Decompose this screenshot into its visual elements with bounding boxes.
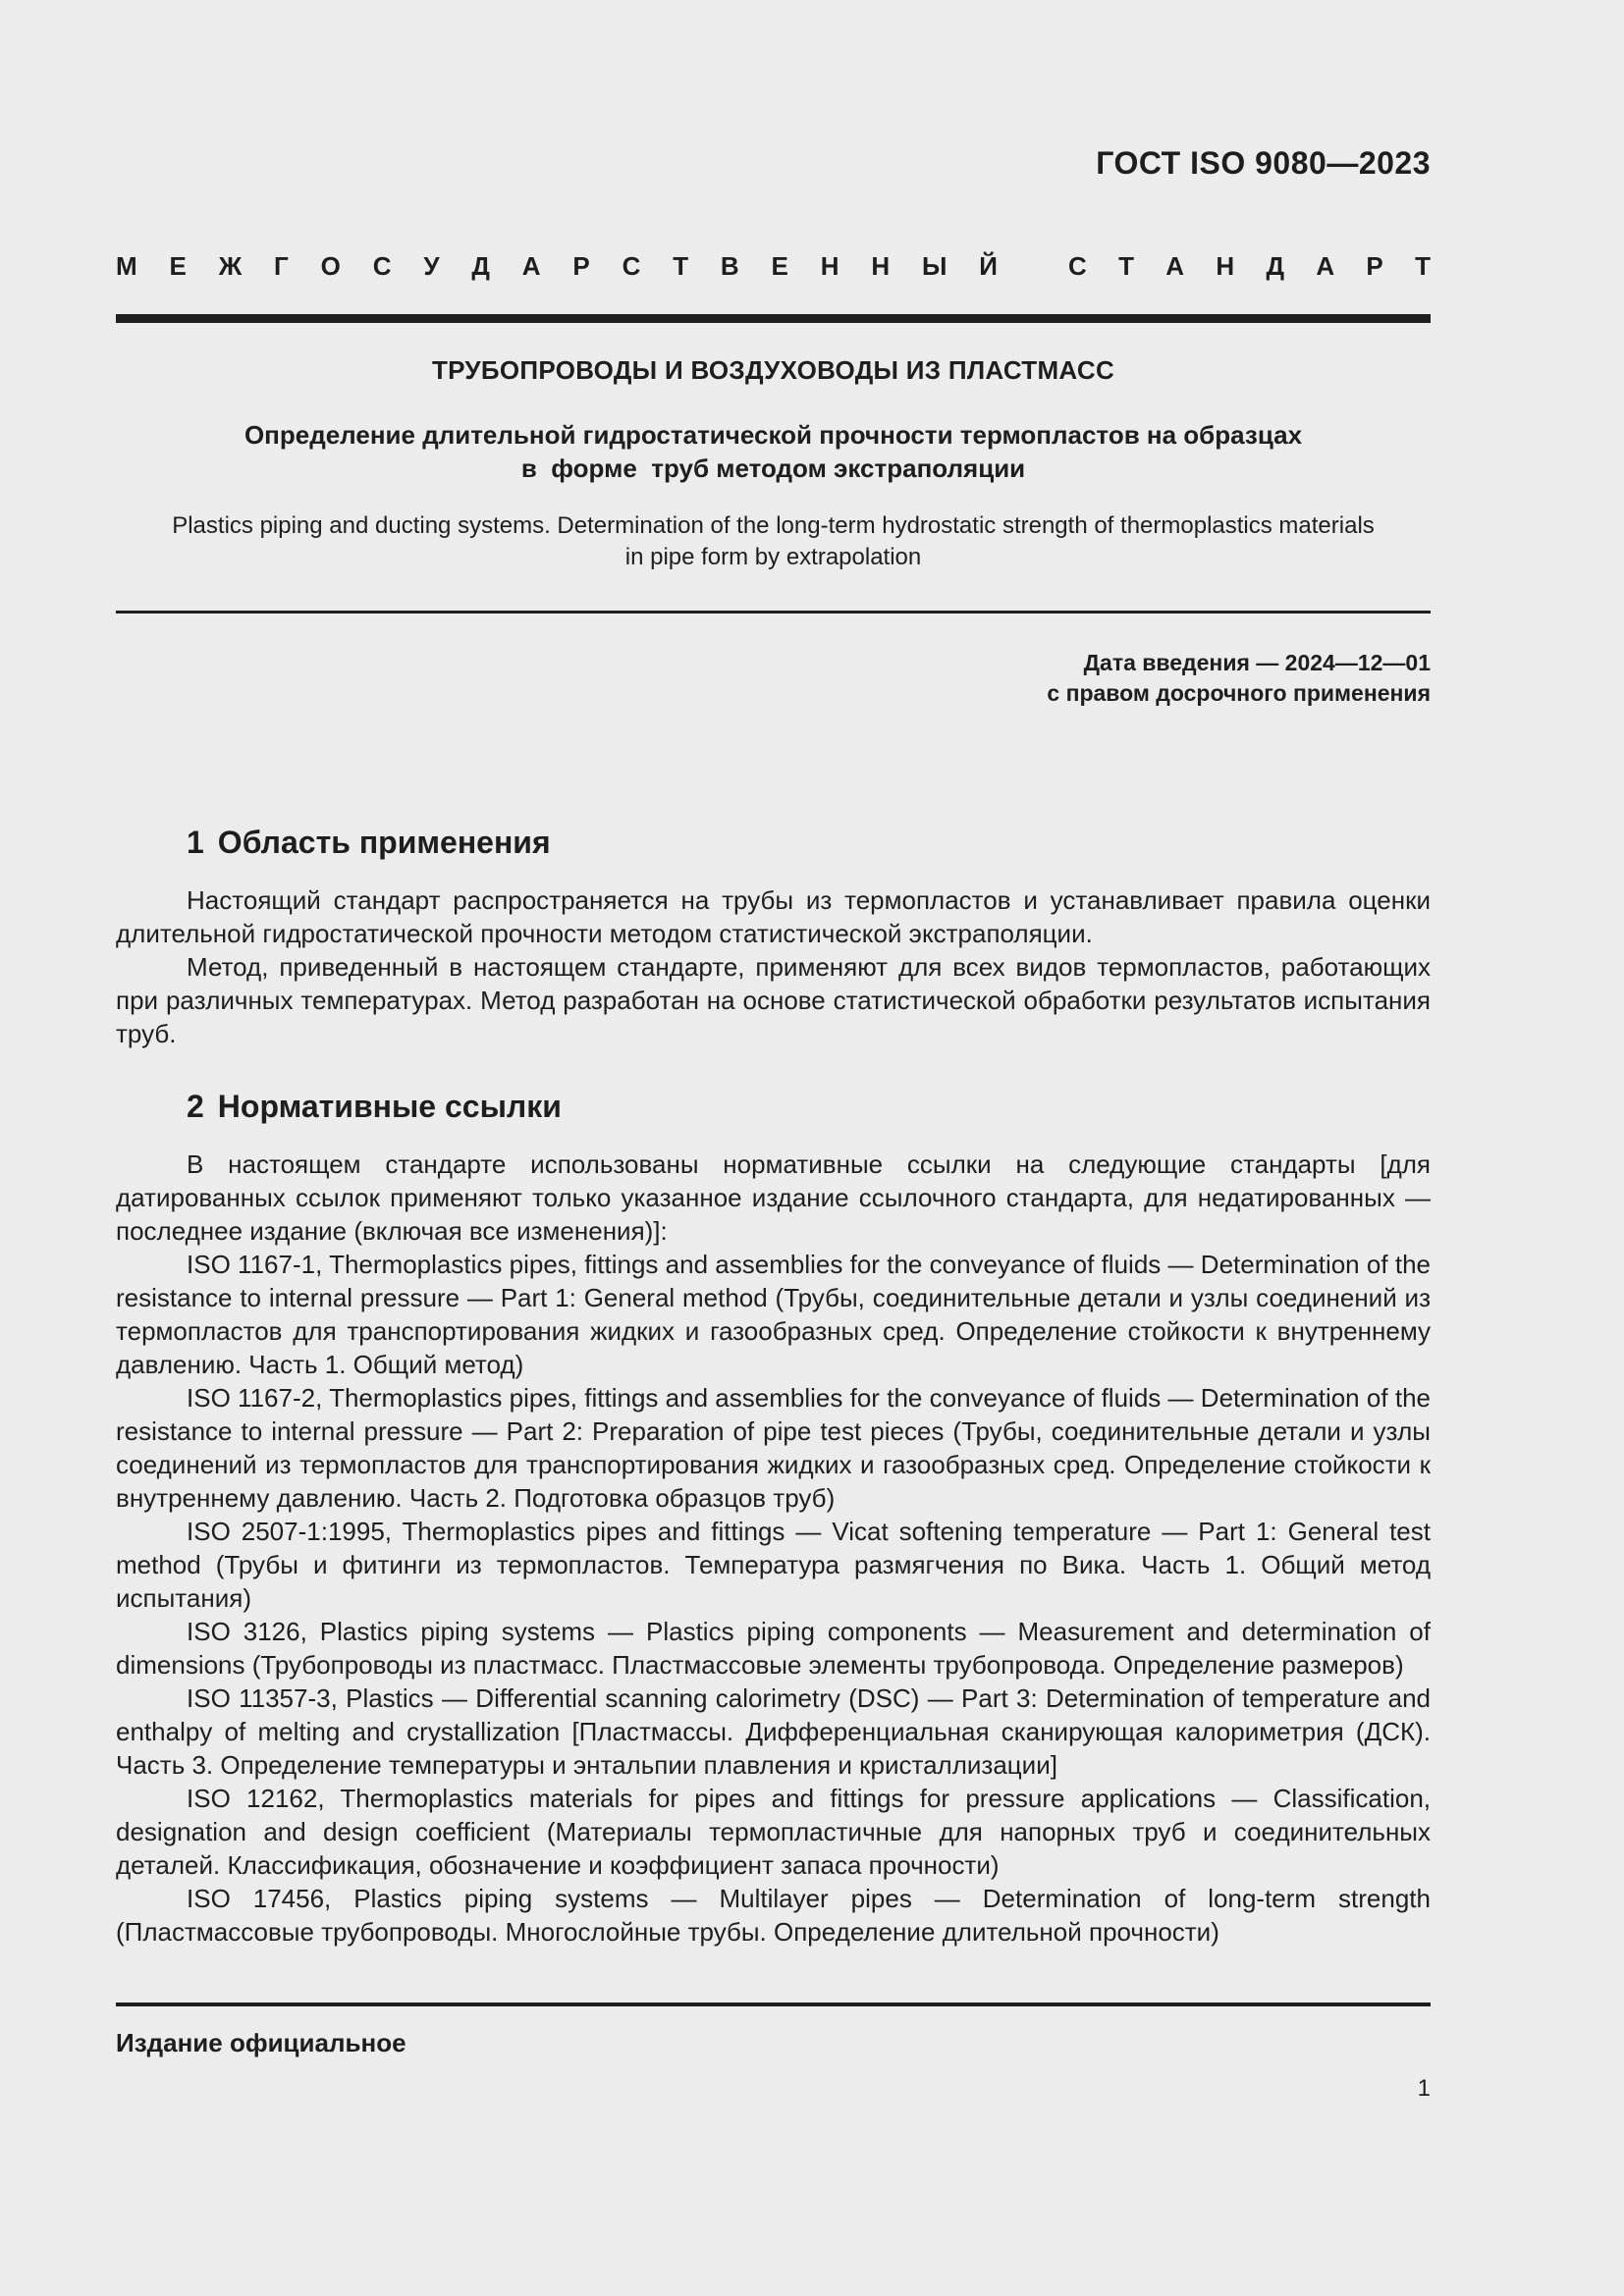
- header-divider-thick: [116, 314, 1431, 323]
- kind-word-standard: [1068, 251, 1431, 282]
- page-number: 1: [1417, 2075, 1431, 2102]
- kind-letter: У: [423, 251, 440, 281]
- paragraph: В настоящем стандарте использованы нормативные ссылки на следующие стандарты [для датированных ссылок применяют только указанное издание ссылочного стандарта, для недатированных — последнее издание (включая все изменения)]:: [116, 1149, 1431, 1246]
- paragraph: Метод, приведенный в настоящем стандарте, применяют для всех видов термопластов, работающих при различных температурах. Метод разработан на основе статистической обработки результатов испытания труб.: [116, 952, 1431, 1048]
- kind-letter: Р: [1366, 251, 1383, 281]
- english-title: [116, 510, 1431, 573]
- document-number: ГОСТ ISO 9080—2023: [1096, 145, 1431, 181]
- reference-item: ISO 1167-2, Thermoplastics pipes, fittings and assemblies for the conveyance of fluids — Determination of the resistance to internal pressure — Part 2: Preparation of pipe test pieces (Трубы, соединительные детали и узлы соединений из термопластов для транспортирования жидких и газообразных сред. Определение стойкости к внутреннему давлению. Часть 2. Подготовка образцов труб): [116, 1383, 1431, 1513]
- kind-letter: Н: [871, 251, 891, 281]
- section-title: Нормативные ссылки: [217, 1089, 562, 1124]
- section-heading: [187, 1087, 1431, 1126]
- introduction-date-block: [1047, 648, 1431, 709]
- kind-word-interstate: [116, 251, 998, 282]
- standard-kind-heading: [116, 251, 1431, 282]
- kind-letter: Н: [1216, 251, 1235, 281]
- section-title: Область применения: [217, 825, 551, 860]
- kind-letter: М: [116, 251, 137, 281]
- section-scope: [116, 823, 1431, 1050]
- kind-letter: А: [1165, 251, 1185, 281]
- footer-divider: [116, 2002, 1431, 2006]
- kind-letter: С: [622, 251, 641, 281]
- english-title-line: Plastics piping and ducting systems. Determination of the long-term hydrostatic strength of thermoplastics materials: [172, 512, 1375, 539]
- document-subtitle: [116, 418, 1431, 485]
- kind-letter: Г: [274, 251, 289, 281]
- kind-letter: О: [320, 251, 341, 281]
- title-divider: [116, 611, 1431, 614]
- kind-letter: Д: [1266, 251, 1285, 281]
- document-title: ТРУБОПРОВОДЫ И ВОЗДУХОВОДЫ ИЗ ПЛАСТМАСС: [431, 355, 1115, 385]
- section-number: 2: [187, 1089, 204, 1124]
- official-edition-label: Издание официальное: [116, 2028, 406, 2057]
- reference-item: ISO 3126, Plastics piping systems — Plastics piping components — Measurement and determination of dimensions (Трубопроводы из пластмасс. Пластмассовые элементы трубопровода. Определение размеров): [116, 1617, 1431, 1680]
- kind-letter: А: [521, 251, 541, 281]
- reference-item: ISO 1167-1, Thermoplastics pipes, fittings and assemblies for the conveyance of fluids — Determination of the resistance to internal pressure — Part 1: General method (Трубы, соединительные детали и узлы соединений из термопластов для транспортирования жидких и газообразных сред. Определение стойкости к внутреннему давлению. Часть 1. Общий метод): [116, 1250, 1431, 1379]
- kind-letter: Р: [572, 251, 590, 281]
- reference-item: ISO 11357-3, Plastics — Differential scanning calorimetry (DSC) — Part 3: Determination of temperature and enthalpy of melting and crystallization [Пластмассы. Дифференциальная сканирующая калориметрия (ДСК). Часть 3. Определение температуры и энтальпии плавления и кристаллизации]: [116, 1683, 1431, 1780]
- section-number: 1: [187, 825, 204, 860]
- english-title-line: in pipe form by extrapolation: [624, 544, 922, 570]
- kind-letter: В: [720, 251, 739, 281]
- section-heading: [187, 823, 1431, 862]
- subtitle-line: в форме труб методом экстраполяции: [520, 454, 1026, 483]
- kind-letter: А: [1316, 251, 1335, 281]
- section-normative-references: [116, 1087, 1431, 1949]
- kind-letter: Е: [771, 251, 788, 281]
- kind-letter: Д: [471, 251, 490, 281]
- kind-letter: Т: [1118, 251, 1134, 281]
- early-application-note: с правом досрочного применения: [1047, 680, 1431, 706]
- paragraph: Настоящий стандарт распространяется на трубы из термопластов и устанавливает правила оценки длительной гидростатической прочности методом статистической экстраполяции.: [116, 885, 1431, 948]
- kind-letter: Т: [673, 251, 689, 281]
- reference-item: ISO 12162, Thermoplastics materials for pipes and fittings for pressure applications — Classification, designation and design coefficient (Материалы термопластичные для напорных труб и соединительных деталей. Классификация, обозначение и коэффициент запаса прочности): [116, 1784, 1431, 1880]
- kind-letter: Ж: [218, 251, 243, 281]
- reference-item: ISO 17456, Plastics piping systems — Multilayer pipes — Determination of long-term strength (Пластмассовые трубопроводы. Многослойные трубы. Определение длительной прочности): [116, 1884, 1431, 1947]
- kind-letter: Е: [169, 251, 187, 281]
- kind-letter: Т: [1415, 251, 1431, 281]
- introduction-date: Дата введения — 2024—12—01: [1083, 650, 1431, 675]
- kind-letter: Ы: [921, 251, 947, 281]
- kind-letter: Н: [820, 251, 839, 281]
- subtitle-line: Определение длительной гидростатической прочности термопластов на образцах: [244, 420, 1303, 450]
- reference-item: ISO 2507-1:1995, Thermoplastics pipes and fittings — Vicat softening temperature — Part 1: General test method (Трубы и фитинги из термопластов. Температура размягчения по Вика. Часть 1. Общий метод испытания): [116, 1517, 1431, 1613]
- kind-letter: Й: [979, 251, 998, 281]
- kind-letter: С: [372, 251, 392, 281]
- kind-letter: С: [1068, 251, 1087, 281]
